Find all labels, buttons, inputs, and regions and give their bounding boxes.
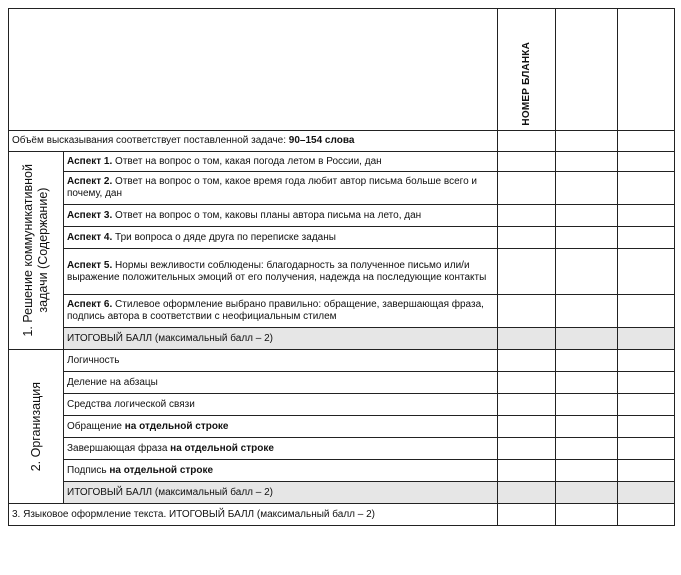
group1-total-row bbox=[9, 328, 675, 350]
form-col-3[interactable] bbox=[618, 9, 675, 131]
score-cell[interactable] bbox=[498, 295, 556, 328]
score-cell[interactable] bbox=[498, 438, 556, 460]
score-cell[interactable] bbox=[618, 152, 675, 172]
aspect-cell: Аспект 2. Ответ на вопрос о том, какое время года любит автор письма больше всего и почему, дан bbox=[64, 172, 498, 205]
score-cell[interactable] bbox=[498, 205, 556, 227]
org-cell: Обращение на отдельной строке bbox=[64, 416, 498, 438]
score-cell[interactable] bbox=[556, 227, 618, 249]
score-cell[interactable] bbox=[556, 152, 618, 172]
total-score-cell[interactable] bbox=[498, 482, 556, 504]
score-cell[interactable] bbox=[556, 416, 618, 438]
score-cell[interactable] bbox=[618, 227, 675, 249]
group2-label: 2. Организация bbox=[28, 381, 43, 472]
score-cell[interactable] bbox=[498, 460, 556, 482]
evaluation-table bbox=[8, 8, 675, 526]
score-cell[interactable] bbox=[498, 372, 556, 394]
score-cell[interactable] bbox=[556, 438, 618, 460]
score-cell[interactable] bbox=[618, 172, 675, 205]
volume-text: Объём высказывания соответствует поставленной задаче: bbox=[12, 135, 289, 146]
score-cell[interactable] bbox=[618, 416, 675, 438]
org-row-4 bbox=[9, 416, 675, 438]
org-row-6 bbox=[9, 460, 675, 482]
org-row-1 bbox=[9, 350, 675, 372]
score-cell[interactable] bbox=[556, 504, 618, 526]
total-score-cell[interactable] bbox=[556, 328, 618, 350]
score-cell[interactable] bbox=[556, 249, 618, 295]
group1-total-label: ИТОГОВЫЙ БАЛЛ (максимальный балл – 2) bbox=[64, 328, 498, 350]
form-number-label: НОМЕР БЛАНКА bbox=[520, 42, 532, 126]
score-cell[interactable] bbox=[556, 295, 618, 328]
score-cell[interactable] bbox=[498, 152, 556, 172]
aspect-row-1 bbox=[9, 152, 675, 172]
aspect-row-3 bbox=[9, 205, 675, 227]
aspect-row-2 bbox=[9, 172, 675, 205]
volume-row bbox=[9, 131, 675, 152]
score-cell[interactable] bbox=[618, 350, 675, 372]
score-cell[interactable] bbox=[618, 249, 675, 295]
org-cell: Логичность bbox=[64, 350, 498, 372]
org-row-2 bbox=[9, 372, 675, 394]
total-score-cell[interactable] bbox=[618, 328, 675, 350]
score-cell[interactable] bbox=[618, 131, 675, 152]
score-cell[interactable] bbox=[618, 460, 675, 482]
org-cell: Завершающая фраза на отдельной строке bbox=[64, 438, 498, 460]
score-cell[interactable] bbox=[556, 372, 618, 394]
aspect-row-4 bbox=[9, 227, 675, 249]
org-row-5 bbox=[9, 438, 675, 460]
score-cell[interactable] bbox=[618, 504, 675, 526]
score-cell[interactable] bbox=[556, 394, 618, 416]
form-number-header bbox=[498, 9, 556, 131]
org-row-3 bbox=[9, 394, 675, 416]
total-score-cell[interactable] bbox=[618, 482, 675, 504]
total-score-cell[interactable] bbox=[498, 328, 556, 350]
language-label: 3. Языковое оформление текста. ИТОГОВЫЙ БАЛЛ (максимальный балл – 2) bbox=[9, 504, 498, 526]
score-cell[interactable] bbox=[498, 249, 556, 295]
score-cell[interactable] bbox=[498, 131, 556, 152]
score-cell[interactable] bbox=[618, 394, 675, 416]
volume-cell bbox=[9, 131, 498, 152]
score-cell[interactable] bbox=[556, 172, 618, 205]
aspect-cell: Аспект 5. Нормы вежливости соблюдены: благодарность за полученное письмо или/и выражение положительных эмоций от его получения, надежда на последующие контакты bbox=[64, 249, 498, 295]
org-cell: Деление на абзацы bbox=[64, 372, 498, 394]
aspect-cell: Аспект 3. Ответ на вопрос о том, каковы планы автора письма на лето, дан bbox=[64, 205, 498, 227]
aspect-cell: Аспект 6. Стилевое оформление выбрано правильно: обращение, завершающая фраза, подпись автора в соответствии с неофициальным стилем bbox=[64, 295, 498, 328]
score-cell[interactable] bbox=[498, 394, 556, 416]
aspect-row-5 bbox=[9, 249, 675, 295]
aspect-cell: Аспект 1. Ответ на вопрос о том, какая погода летом в России, дан bbox=[64, 152, 498, 172]
score-cell[interactable] bbox=[556, 350, 618, 372]
score-cell[interactable] bbox=[498, 350, 556, 372]
score-cell[interactable] bbox=[498, 172, 556, 205]
score-cell[interactable] bbox=[556, 460, 618, 482]
header-row bbox=[9, 9, 675, 131]
org-cell: Подпись на отдельной строке bbox=[64, 460, 498, 482]
volume-bold: 90–154 слова bbox=[288, 135, 355, 146]
score-cell[interactable] bbox=[556, 131, 618, 152]
aspect-row-6 bbox=[9, 295, 675, 328]
group1-label: 1. Решение коммуникативной задачи (Содержание) bbox=[21, 164, 50, 337]
language-row bbox=[9, 504, 675, 526]
score-cell[interactable] bbox=[498, 416, 556, 438]
org-cell: Средства логической связи bbox=[64, 394, 498, 416]
group1-label-cell bbox=[9, 152, 64, 350]
form-col-2[interactable] bbox=[556, 9, 618, 131]
group2-total-label: ИТОГОВЫЙ БАЛЛ (максимальный балл – 2) bbox=[64, 482, 498, 504]
header-empty-cell bbox=[9, 9, 498, 131]
score-cell[interactable] bbox=[618, 205, 675, 227]
score-cell[interactable] bbox=[618, 295, 675, 328]
score-cell[interactable] bbox=[498, 504, 556, 526]
total-score-cell[interactable] bbox=[556, 482, 618, 504]
score-cell[interactable] bbox=[618, 372, 675, 394]
aspect-cell: Аспект 4. Три вопроса о дяде друга по переписке заданы bbox=[64, 227, 498, 249]
group2-label-cell bbox=[9, 350, 64, 504]
score-cell[interactable] bbox=[618, 438, 675, 460]
score-cell[interactable] bbox=[556, 205, 618, 227]
score-cell[interactable] bbox=[498, 227, 556, 249]
group2-total-row bbox=[9, 482, 675, 504]
